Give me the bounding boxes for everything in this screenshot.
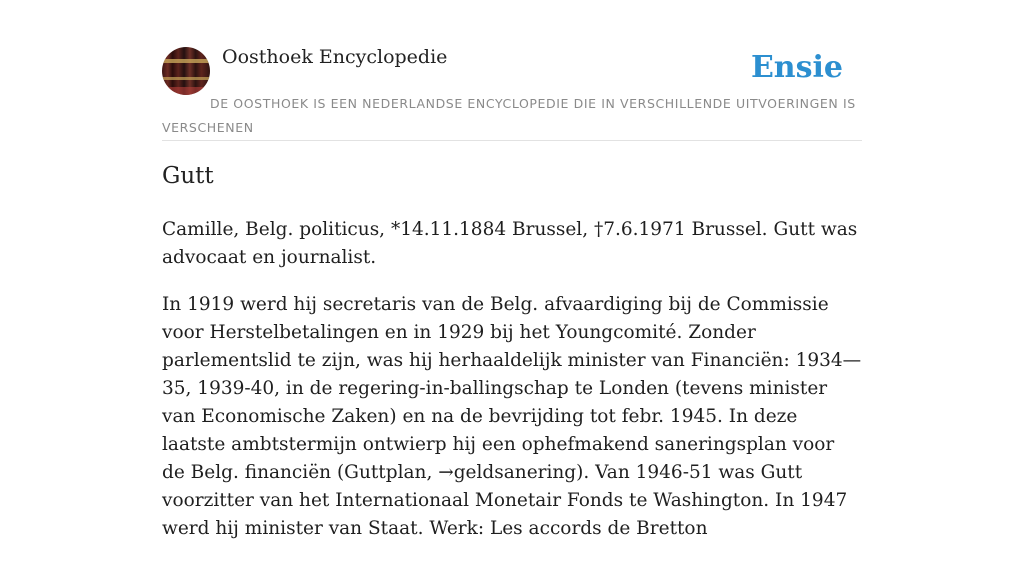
book-band [162,59,210,63]
site-name-link[interactable]: Oosthoek Encyclopedie [222,46,448,68]
article-body [162,216,862,562]
site-tagline: DE OOSTHOEK IS EEN NEDERLANDSE ENCYCLOPEDIE DIE IN VERSCHILLENDE UITVOERINGEN IS VERSCHENEN [162,96,856,135]
article-paragraph: Camille, Belg. politicus, *14.11.1884 Brussel, †7.6.1971 Brussel. Gutt was advocaat en journalist. [162,219,858,268]
site-header [162,45,862,141]
site-avatar[interactable] [162,47,210,95]
article-paragraph: In 1919 werd hij secretaris van de Belg. afvaardiging bij de Commissie voor Herstelbetalingen en in 1929 bij het Youngcomité. Zonder parlementslid te zijn, was hij herhaaldelijk minister van Financiën: 1934— 35, 1939-40, in de regering-in-ballingschap te Londen (tevens minister van Economische Zaken) en na de bevrijding tot febr. 1945. In deze laatste ambtstermijn ontwierp hij een ophefmakend saneringsplan voor de Belg. financiën (Guttplan, →geldsanering). Van 1946-51 was Gutt voorzitter van het Internationaal Monetair Fonds te Washington. In 1947 werd hij minister van Staat. Werk: Les accords de Bretton [162,294,862,539]
article-title: Gutt [162,163,214,189]
brand-logo-link[interactable]: Ensie [750,50,843,85]
book-band [162,77,210,80]
